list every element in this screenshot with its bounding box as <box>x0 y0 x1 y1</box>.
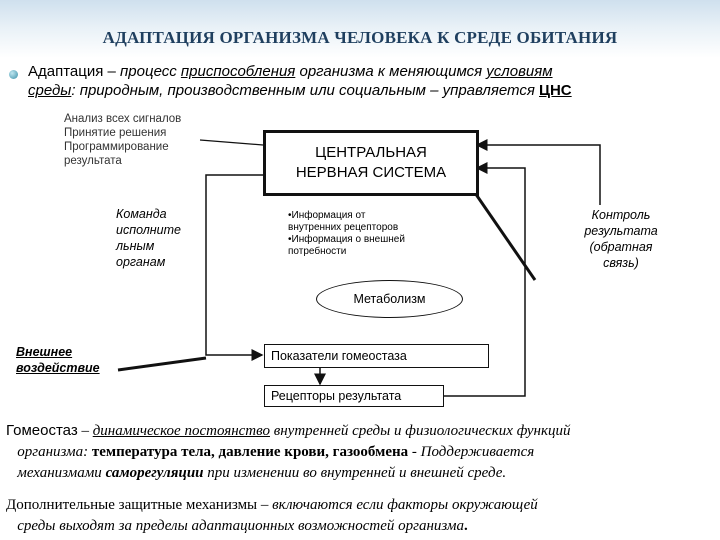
information-node <box>288 210 463 258</box>
command-line: органам <box>116 255 166 269</box>
page-title: АДАПТАЦИЯ ОРГАНИЗМА ЧЕЛОВЕКА К СРЕДЕ ОБИТАНИЯ <box>102 28 618 47</box>
definition-underlined: приспособления <box>180 63 296 80</box>
definition-text: среды выходят за пределы адаптационных возможностей организма <box>17 518 464 534</box>
command-loop-line <box>206 175 263 355</box>
definition-bold: температура тела, давление крови, газообмена <box>91 444 409 460</box>
cns-box <box>263 130 479 196</box>
info-line: •Информация о внешней <box>288 234 405 245</box>
command-line: льным <box>116 239 155 253</box>
definition-underlined: условиям <box>486 63 553 80</box>
definition-bold: саморегуляции <box>105 465 204 481</box>
definition-text: при изменении во внутренней и внешней среде. <box>203 465 507 481</box>
cns-label: ЦЕНТРАЛЬНАЯ <box>315 144 427 161</box>
list-item: Программирование <box>64 141 169 153</box>
definition-text: включаются если факторы окружающей <box>272 497 538 513</box>
dash: – <box>257 497 273 513</box>
external-influence-label <box>16 344 116 376</box>
defense-term: Дополнительные защитные механизмы <box>6 497 258 513</box>
control-loop-line <box>477 145 600 205</box>
definition-underlined: среды <box>28 82 72 99</box>
dash: – <box>103 63 121 80</box>
definition-text: процесс <box>120 63 181 80</box>
control-line: Контроль <box>591 208 651 222</box>
result-receptors-box: Рецепторы результата <box>264 385 444 407</box>
definition-text: внутренней среды и физиологических функций <box>269 423 571 439</box>
definition-text: механизмами <box>17 465 106 481</box>
definition-text: - <box>408 444 421 460</box>
homeostasis-term: Гомеостаз <box>6 422 78 439</box>
dash: – <box>77 423 93 439</box>
external-line: воздействие <box>16 361 100 375</box>
list-item: Анализ всех сигналов <box>64 113 182 125</box>
cns-functions-list <box>64 112 181 168</box>
left-list-connector <box>200 140 263 145</box>
metabolism-node: Метаболизм <box>316 280 463 318</box>
definition-text: : природным, производственным или социальным – управляется <box>71 82 540 99</box>
command-line: исполните <box>116 223 182 237</box>
cns-label: НЕРВНАЯ СИСТЕМА <box>295 164 447 181</box>
list-item: результата <box>64 155 122 167</box>
info-line: потребности <box>288 246 347 257</box>
control-line: (обратная <box>589 240 653 254</box>
control-line: связь) <box>603 256 639 270</box>
homeostasis-definition <box>6 420 712 484</box>
info-line: внутренних рецепторов <box>288 222 399 233</box>
definition-text: организма: <box>17 444 92 460</box>
definition-text: организма к меняющимся <box>295 63 487 80</box>
command-line: Команда <box>116 207 167 221</box>
control-node <box>562 207 680 271</box>
list-item: Принятие решения <box>64 127 167 139</box>
external-influence-arrow <box>118 358 206 370</box>
cns-abbreviation: ЦНС <box>539 82 572 99</box>
definition-text: Поддерживается <box>420 444 535 460</box>
external-line: Внешнее <box>16 345 73 359</box>
info-line: •Информация от <box>288 210 366 221</box>
definition-underlined: динамическое постоянство <box>92 423 270 439</box>
adaptation-term: Адаптация <box>28 63 104 80</box>
defense-mechanisms-definition <box>6 495 712 537</box>
control-line: результата <box>584 224 658 238</box>
homeostasis-indicators-box: Показатели гомеостаза <box>264 344 489 368</box>
command-node <box>116 206 198 270</box>
period: . <box>463 518 468 534</box>
